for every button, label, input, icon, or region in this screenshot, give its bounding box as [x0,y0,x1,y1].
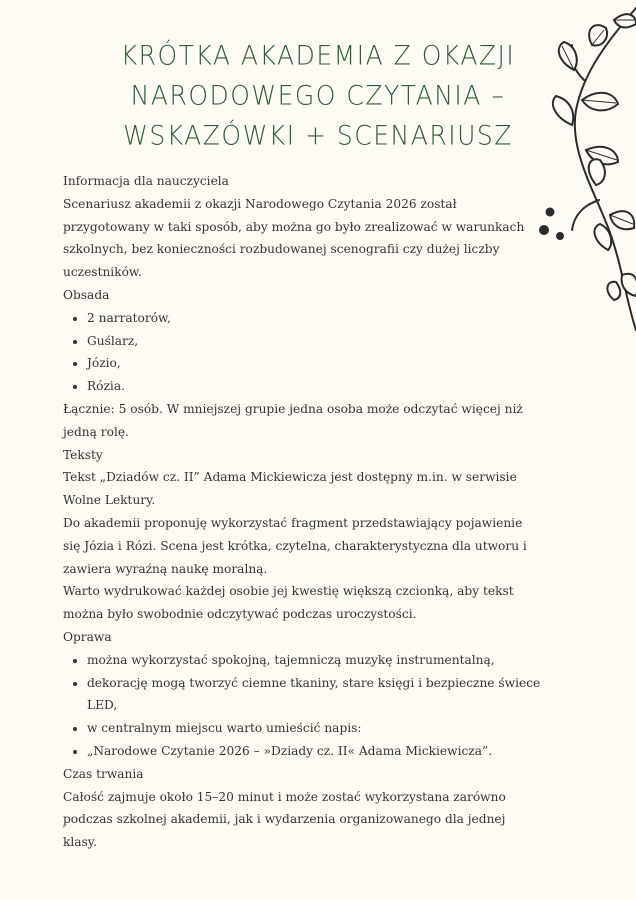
duration-heading: Czas trwania [63,766,144,781]
stray-dot [63,826,65,828]
list-item: • 2 narratorów, [87,307,541,330]
document-body [63,170,541,854]
title-line-1: KRÓTKA AKADEMIA Z OKAZJI [120,39,516,72]
teacher-info-heading: Informacja dla nauczyciela [63,174,229,188]
cast-list [63,307,541,398]
texts-paragraph-1: Tekst „Dziadów cz. II” Adama Mickiewicza jest dostępny m.in. w serwisie Wolne Lektury. [63,470,517,508]
texts-paragraph-3: Warto wydrukować każdej osobie jej kwestię większą czcionką, aby tekst można było swobodnie odczytywać podczas uroczystości. [63,584,514,622]
cast-heading: Obsada [63,287,110,302]
list-item: • „Narodowe Czytanie 2026 – »Dziady cz. II« Adama Mickiewicza”. [87,740,541,763]
texts-paragraph-2: Do akademii proponuję wykorzystać fragment przedstawiający pojawienie się Józia i Rózi. Scena jest krótka, czytelna, charakterystyczna dla utworu i zawiera wyraźną naukę moralną. [63,515,527,576]
list-item: • dekorację mogą tworzyć ciemne tkaniny, stare księgi i bezpieczne świece LED, [87,672,541,718]
texts-heading: Teksty [63,447,103,462]
setting-list [63,649,541,763]
teacher-info-text: Scenariusz akademii z okazji Narodowego Czytania 2026 został przygotowany w taki sposób, aby można go było zrealizować w warunkach szkolnych, bez konieczności rozbudowanej scenografii czy dużej liczby uczestników. [63,196,525,280]
list-item: • w centralnym miejscu warto umieścić napis: [87,717,541,740]
list-item: • Guślarz, [87,330,541,353]
cast-summary: Łącznie: 5 osób. W mniejszej grupie jedna osoba może odczytać więcej niż jedną rolę. [63,401,523,439]
duration-text: Całość zajmuje około 15–20 minut i może zostać wykorzystana zarówno podczas szkolnej akademii, jak i wydarzenia organizowanego dla jednej klasy. [63,789,506,850]
page-title [60,36,576,156]
setting-heading: Oprawa [63,629,112,644]
title-line-3: WSKAZÓWKI + SCENARIUSZ [123,119,513,152]
list-item: • można wykorzystać spokojną, tajemniczą muzykę instrumentalną, [87,649,541,672]
list-item: • Rózia. [87,375,541,398]
title-line-2: NARODOWEGO CZYTANIA – [130,79,506,112]
list-item: • Józio, [87,352,541,375]
